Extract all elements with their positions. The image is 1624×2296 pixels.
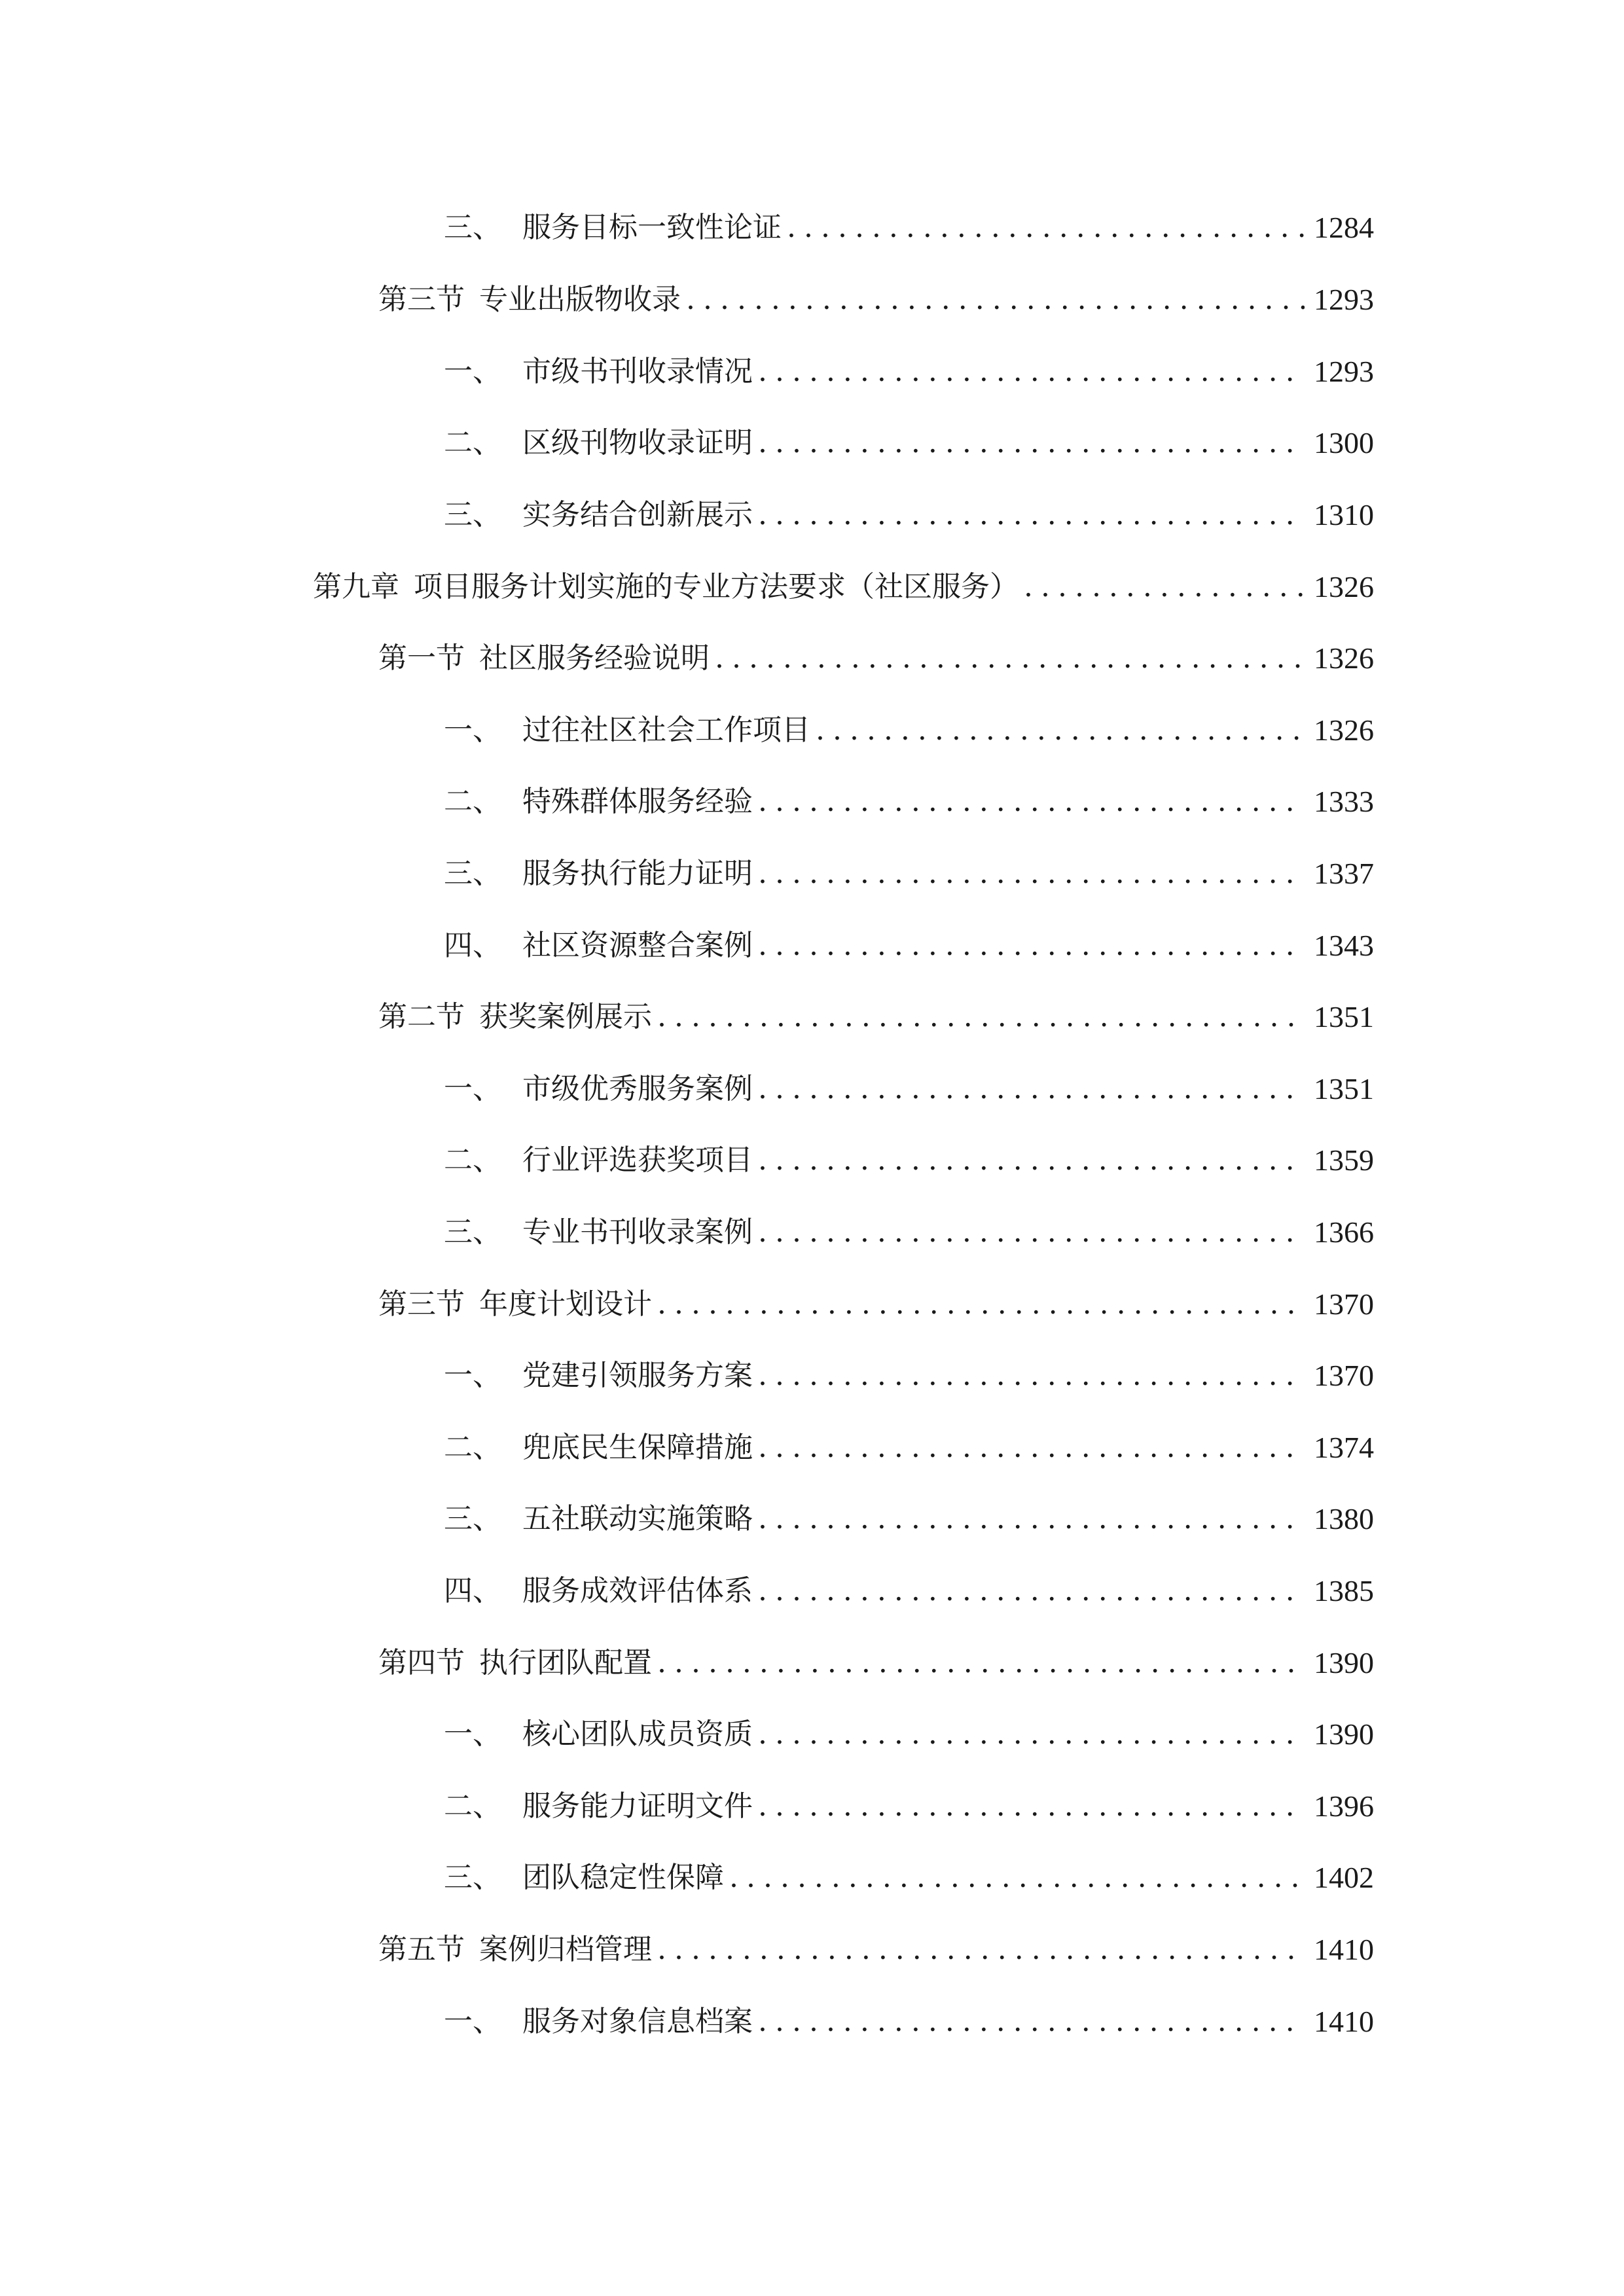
toc-entry[interactable] bbox=[378, 1640, 1374, 1686]
dot-leader bbox=[758, 1999, 1305, 2045]
toc-entry-page: 1402 bbox=[1314, 1861, 1374, 1894]
toc-entry[interactable] bbox=[378, 277, 1374, 323]
toc-entry-title: 服务能力证明文件 bbox=[522, 1789, 753, 1823]
toc-entry[interactable] bbox=[444, 708, 1374, 753]
toc-entry-title: 专业书刊收录案例 bbox=[522, 1215, 753, 1249]
toc-entry-number: 三、 bbox=[444, 857, 501, 890]
toc-entry-title: 市级优秀服务案例 bbox=[522, 1072, 753, 1105]
dot-leader bbox=[758, 1425, 1305, 1471]
dot-leader bbox=[657, 994, 1305, 1040]
dot-leader bbox=[657, 1282, 1305, 1327]
toc-entry[interactable] bbox=[378, 636, 1374, 681]
toc-entry-number: 第三节 bbox=[378, 283, 465, 316]
toc-entry-number: 一、 bbox=[444, 1717, 501, 1751]
toc-entry-number: 四、 bbox=[444, 929, 501, 962]
toc-entry[interactable] bbox=[444, 923, 1374, 969]
toc-entry-page: 1337 bbox=[1314, 857, 1374, 890]
toc-entry-page: 1410 bbox=[1314, 2005, 1374, 2038]
toc-entry-number: 一、 bbox=[444, 1359, 501, 1392]
toc-entry-title: 案例归档管理 bbox=[479, 1933, 652, 1966]
toc-entry-page: 1293 bbox=[1314, 355, 1374, 388]
dot-leader bbox=[758, 1210, 1305, 1255]
toc-entry-page: 1326 bbox=[1314, 641, 1374, 675]
toc-entry-page: 1370 bbox=[1314, 1359, 1374, 1392]
toc-entry[interactable] bbox=[444, 851, 1374, 897]
dot-leader bbox=[657, 1640, 1305, 1686]
toc-entry[interactable] bbox=[444, 1066, 1374, 1112]
toc-entry-page: 1351 bbox=[1314, 1000, 1374, 1033]
dot-leader bbox=[758, 492, 1305, 538]
dot-leader bbox=[758, 1784, 1305, 1829]
toc-entry-title: 服务执行能力证明 bbox=[522, 857, 753, 890]
toc-entry-title: 项目服务计划实施的专业方法要求（社区服务） bbox=[414, 570, 1019, 603]
toc-entry-title: 社区资源整合案例 bbox=[522, 929, 753, 962]
toc-entry-number: 第五节 bbox=[378, 1933, 465, 1966]
toc-entry-number: 第二节 bbox=[378, 1000, 465, 1033]
toc-entry-number: 第一节 bbox=[378, 641, 465, 675]
toc-entry-page: 1300 bbox=[1314, 426, 1374, 459]
toc-entry-title: 专业出版物收录 bbox=[479, 283, 681, 316]
toc-entry[interactable] bbox=[444, 1855, 1374, 1901]
toc-entry-number: 三、 bbox=[444, 1215, 501, 1249]
toc-entry-title: 过往社区社会工作项目 bbox=[522, 713, 810, 747]
toc-entry-number: 三、 bbox=[444, 1502, 501, 1535]
toc-entry-number: 三、 bbox=[444, 498, 501, 531]
toc-entry-page: 1333 bbox=[1314, 785, 1374, 818]
dot-leader bbox=[758, 1066, 1305, 1112]
toc-entry-title: 服务目标一致性论证 bbox=[522, 211, 782, 244]
toc-entry-number: 一、 bbox=[444, 713, 501, 747]
dot-leader bbox=[686, 277, 1305, 323]
toc-entry-number: 二、 bbox=[444, 1789, 501, 1823]
toc-entry-number: 第四节 bbox=[378, 1646, 465, 1679]
toc-entry[interactable] bbox=[313, 564, 1374, 610]
toc-entry-page: 1326 bbox=[1314, 570, 1374, 603]
toc-entry-number: 二、 bbox=[444, 426, 501, 459]
toc-entry[interactable] bbox=[444, 205, 1374, 251]
toc-entry[interactable] bbox=[378, 1282, 1374, 1327]
toc-entry-page: 1380 bbox=[1314, 1502, 1374, 1535]
toc-entry-title: 服务对象信息档案 bbox=[522, 2005, 753, 2038]
toc-entry-page: 1351 bbox=[1314, 1072, 1374, 1105]
toc-entry[interactable] bbox=[444, 1210, 1374, 1255]
dot-leader bbox=[758, 1353, 1305, 1399]
toc-entry-title: 党建引领服务方案 bbox=[522, 1359, 753, 1392]
toc-entry[interactable] bbox=[444, 779, 1374, 825]
toc-entry-page: 1326 bbox=[1314, 713, 1374, 747]
dot-leader bbox=[758, 349, 1305, 395]
toc-entry-number: 三、 bbox=[444, 211, 501, 244]
dot-leader bbox=[758, 851, 1305, 897]
dot-leader bbox=[758, 1712, 1305, 1757]
toc-entry-title: 执行团队配置 bbox=[479, 1646, 652, 1679]
toc-entry[interactable] bbox=[444, 1568, 1374, 1614]
toc-entry-page: 1390 bbox=[1314, 1646, 1374, 1679]
toc-entry-page: 1396 bbox=[1314, 1789, 1374, 1823]
toc-entry[interactable] bbox=[444, 1425, 1374, 1471]
toc-entry-number: 一、 bbox=[444, 1072, 501, 1105]
toc-entry[interactable] bbox=[444, 349, 1374, 395]
toc-entry-page: 1293 bbox=[1314, 283, 1374, 316]
toc-entry-number: 一、 bbox=[444, 2005, 501, 2038]
toc-entry-title: 服务成效评估体系 bbox=[522, 1574, 753, 1607]
toc-entry[interactable] bbox=[444, 1138, 1374, 1183]
toc-entry-page: 1410 bbox=[1314, 1933, 1374, 1966]
toc-entry-number: 四、 bbox=[444, 1574, 501, 1607]
toc-entry-title: 兜底民生保障措施 bbox=[522, 1431, 753, 1464]
toc-entry-title: 行业评选获奖项目 bbox=[522, 1143, 753, 1177]
toc-entry-title: 社区服务经验说明 bbox=[479, 641, 710, 675]
toc-entry-title: 核心团队成员资质 bbox=[522, 1717, 753, 1751]
toc-entry[interactable] bbox=[378, 994, 1374, 1040]
toc-entry-page: 1370 bbox=[1314, 1287, 1374, 1321]
dot-leader bbox=[816, 708, 1305, 753]
toc-entry-number: 二、 bbox=[444, 785, 501, 818]
toc-entry-title: 特殊群体服务经验 bbox=[522, 785, 753, 818]
dot-leader bbox=[787, 205, 1305, 251]
dot-leader bbox=[758, 779, 1305, 825]
dot-leader bbox=[715, 636, 1305, 681]
toc-entry-page: 1284 bbox=[1314, 211, 1374, 244]
toc-entry-page: 1359 bbox=[1314, 1143, 1374, 1177]
toc-entry-title: 获奖案例展示 bbox=[479, 1000, 652, 1033]
toc-entry-number: 第九章 bbox=[313, 570, 399, 603]
toc-entry-number: 三、 bbox=[444, 1861, 501, 1894]
toc-entry[interactable] bbox=[444, 420, 1374, 466]
toc-entry[interactable] bbox=[444, 492, 1374, 538]
toc-entry-page: 1385 bbox=[1314, 1574, 1374, 1607]
dot-leader bbox=[758, 1138, 1305, 1183]
dot-leader bbox=[758, 1496, 1305, 1542]
toc-entry-page: 1366 bbox=[1314, 1215, 1374, 1249]
toc-entry[interactable] bbox=[444, 1712, 1374, 1757]
toc-entry[interactable] bbox=[378, 1927, 1374, 1973]
toc-entry-title: 团队稳定性保障 bbox=[522, 1861, 724, 1894]
toc-entry-page: 1310 bbox=[1314, 498, 1374, 531]
toc-entry-number: 二、 bbox=[444, 1431, 501, 1464]
dot-leader bbox=[758, 420, 1305, 466]
toc-entry-number: 二、 bbox=[444, 1143, 501, 1177]
toc-entry-title: 五社联动实施策略 bbox=[522, 1502, 753, 1535]
toc-entry-title: 实务结合创新展示 bbox=[522, 498, 753, 531]
toc-entry[interactable] bbox=[444, 1999, 1374, 2045]
toc-entry-number: 一、 bbox=[444, 355, 501, 388]
dot-leader bbox=[758, 1568, 1305, 1614]
dot-leader bbox=[1024, 564, 1305, 610]
dot-leader bbox=[729, 1855, 1305, 1901]
toc-entry[interactable] bbox=[444, 1353, 1374, 1399]
toc-entry[interactable] bbox=[444, 1784, 1374, 1829]
toc-entry-page: 1374 bbox=[1314, 1431, 1374, 1464]
toc-entry-title: 区级刊物收录证明 bbox=[522, 426, 753, 459]
toc-entry[interactable] bbox=[444, 1496, 1374, 1542]
toc-entry-title: 市级书刊收录情况 bbox=[522, 355, 753, 388]
toc-entry-number: 第三节 bbox=[378, 1287, 465, 1321]
dot-leader bbox=[758, 923, 1305, 969]
dot-leader bbox=[657, 1927, 1305, 1973]
toc-entry-page: 1390 bbox=[1314, 1717, 1374, 1751]
toc-entry-page: 1343 bbox=[1314, 929, 1374, 962]
toc-entry-title: 年度计划设计 bbox=[479, 1287, 652, 1321]
